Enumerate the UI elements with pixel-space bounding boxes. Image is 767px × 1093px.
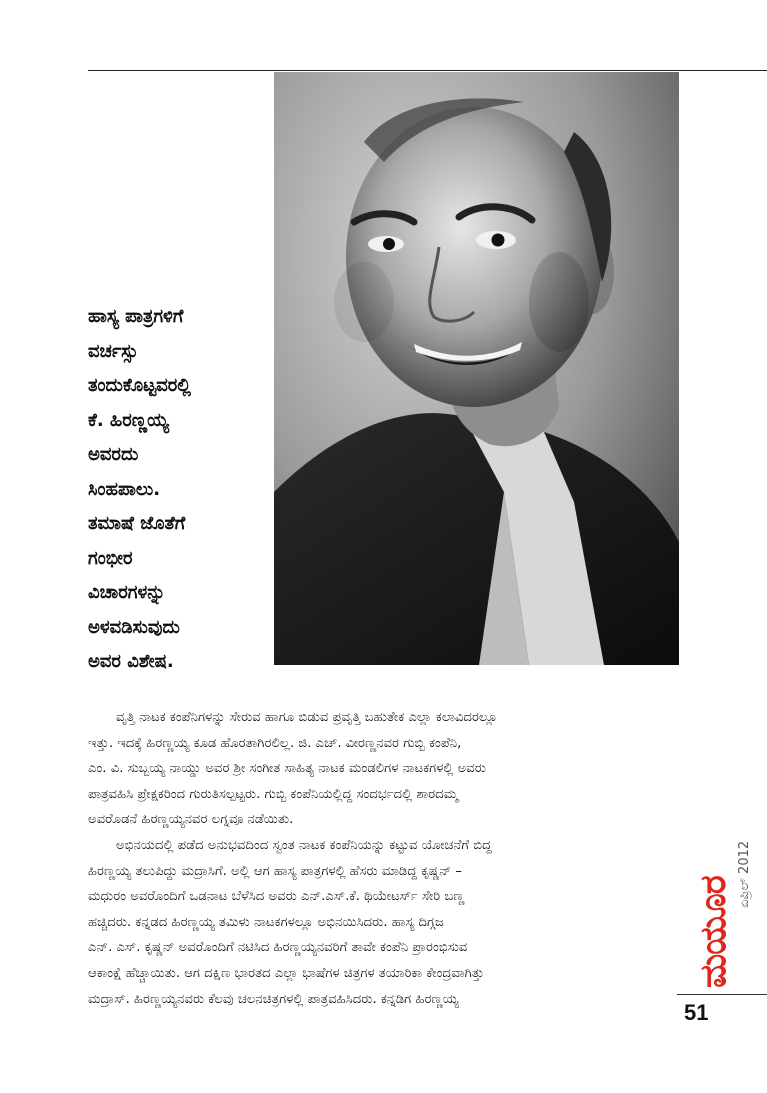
pull-quote-line: ಗಂಭೀರ xyxy=(88,547,133,569)
magazine-sidebar xyxy=(677,800,767,990)
magazine-logo: ಮಯೂರ xyxy=(693,876,734,988)
text-line: ವೃತ್ತಿ ನಾಟಕ ಕಂಪೆನಿಗಳನ್ನು ಸೇರುವ ಹಾಗೂ ಬಿಡುವ ಪ್ರವೃತ್ತಿ ಬಹುತೇಕ ಎಲ್ಲಾ ಕಲಾವಿದರಲ್ಲೂ xyxy=(116,710,498,725)
text-line: ಎಂ. ವಿ. ಸುಬ್ಬಯ್ಯ ನಾಯ್ಡು ಅವರ ಶ್ರೀ ಸಂಗೀತ ಸಾಹಿತ್ಯ ನಾಟಕ ಮಂಡಲಿಗಳ ನಾಟಕಗಳಲ್ಲಿ ಅವರು xyxy=(88,761,486,777)
pull-quote-line: ಸಿಂಹಪಾಲು. xyxy=(88,478,161,500)
text-line: ಪಾತ್ರವಹಿಸಿ ಪ್ರೇಕ್ಷಕರಿಂದ ಗುರುತಿಸಲ್ಪಟ್ಟರು. ಗುಬ್ಬಿ ಕಂಪೆನಿಯಲ್ಲಿದ್ದ ಸಂದರ್ಭದಲ್ಲಿ ಶಾರದಮ್ಮ xyxy=(88,786,459,802)
pull-quote xyxy=(88,300,268,680)
text-line: ಎನ್. ಎಸ್. ಕೃಷ್ಣನ್ ಅವರೊಂದಿಗೆ ನಟಿಸಿದ ಹಿರಣ್ಣಯ್ಯನವರಿಗೆ ತಾವೇ ಕಂಪೆನಿ ಪ್ರಾರಂಭಿಸುವ xyxy=(88,940,468,956)
pull-quote-line: ವಿಚಾರಗಳನ್ನು xyxy=(88,582,166,603)
text-line: ಹಿರಣ್ಣಯ್ಯ ತಲುಪಿದ್ದು ಮದ್ರಾಸಿಗೆ. ಅಲ್ಲಿ ಆಗ ಹಾಸ್ಯ ಪಾತ್ರಗಳಲ್ಲಿ ಹೆಸರು ಮಾಡಿದ್ದ ಕೃಷ್ಣನ್ – xyxy=(88,863,462,879)
pull-quote-line: ಅವರದು xyxy=(88,444,139,465)
pull-quote-line: ತಂದುಕೊಟ್ಟವರಲ್ಲಿ xyxy=(88,375,191,396)
page-number: 51 xyxy=(684,1000,709,1025)
bottom-rule xyxy=(677,994,767,995)
issue-date: ಏಪ್ರಿಲ್ 2012 xyxy=(737,840,752,908)
text-line: ಇತ್ತು. ಇದಕ್ಕೆ ಹಿರಣ್ಣಯ್ಯ ಕೂಡ ಹೊರತಾಗಿರಲಿಲ್ಲ. ಜಿ. ಎಚ್. ವೀರಣ್ಣನವರ ಗುಬ್ಬಿ ಕಂಪೆನಿ, xyxy=(88,735,462,751)
article-body xyxy=(88,705,668,1012)
pull-quote-line: ವರ್ಚಸ್ಸು xyxy=(88,340,139,362)
pull-quote-line: ಅಳವಡಿಸುವುದು xyxy=(88,616,180,638)
text-line: ಅವರೊಡನೆ ಹಿರಣ್ಣಯ್ಯನವರ ಲಗ್ನವೂ ನಡೆಯಿತು. xyxy=(88,812,294,828)
text-line: ಮಧುರಂ ಅವರೊಂದಿಗೆ ಒಡನಾಟ ಬೆಳೆಸಿದ ಅವರು ಎನ್.ಎಸ್.ಕೆ. ಥಿಯೇಟರ್ಸ್ ಸೇರಿ ಬಣ್ಣ xyxy=(88,889,465,905)
paragraph-1 xyxy=(88,705,668,833)
text-line: ಅಭಿನಯದಲ್ಲಿ ಪಡೆದ ಅನುಭವದಿಂದ ಸ್ವಂತ ನಾಟಕ ಕಂಪೆನಿಯನ್ನು ಕಟ್ಟುವ ಯೋಚನೆಗೆ ಬಿದ್ದ xyxy=(116,837,492,853)
pull-quote-line: ತಮಾಷೆ ಜೊತೆಗೆ xyxy=(88,513,186,534)
text-line: ಮದ್ರಾಸ್. ಹಿರಣ್ಣಯ್ಯನವರು ಕೆಲವು ಚಲನಚಿತ್ರಗಳಲ್ಲಿ ಪಾತ್ರವಹಿಸಿದರು. ಕನ್ನಡಿಗ ಹಿರಣ್ಣಯ್ಯ xyxy=(88,991,459,1007)
pull-quote-line: ಕೆ. ಹಿರಣ್ಣಯ್ಯ xyxy=(88,409,169,431)
text-line: ಹಚ್ಚಿದರು. ಕನ್ನಡದ ಹಿರಣ್ಣಯ್ಯ ತಮಿಳು ನಾಟಕಗಳಲ್ಲೂ ಅಭಿನಯಿಸಿದರು. ಹಾಸ್ಯ ದಿಗ್ಗಜ xyxy=(88,914,444,930)
top-rule xyxy=(88,70,767,71)
paragraph-2 xyxy=(88,833,668,1012)
pull-quote-line: ಅವರ ವಿಶೇಷ. xyxy=(88,651,174,672)
text-line: ಆಕಾಂಕ್ಷೆ ಹೆಚ್ಚಾಯಿತು. ಆಗ ದಕ್ಷಿಣ ಭಾರತದ ಎಲ್ಲಾ ಭಾಷೆಗಳ ಚಿತ್ರಗಳ ತಯಾರಿಕಾ ಕೇಂದ್ರವಾಗಿತ್ತು xyxy=(88,965,485,981)
portrait-photo xyxy=(274,72,679,665)
pull-quote-line: ಹಾಸ್ಯ ಪಾತ್ರಗಳಿಗೆ xyxy=(88,306,184,327)
